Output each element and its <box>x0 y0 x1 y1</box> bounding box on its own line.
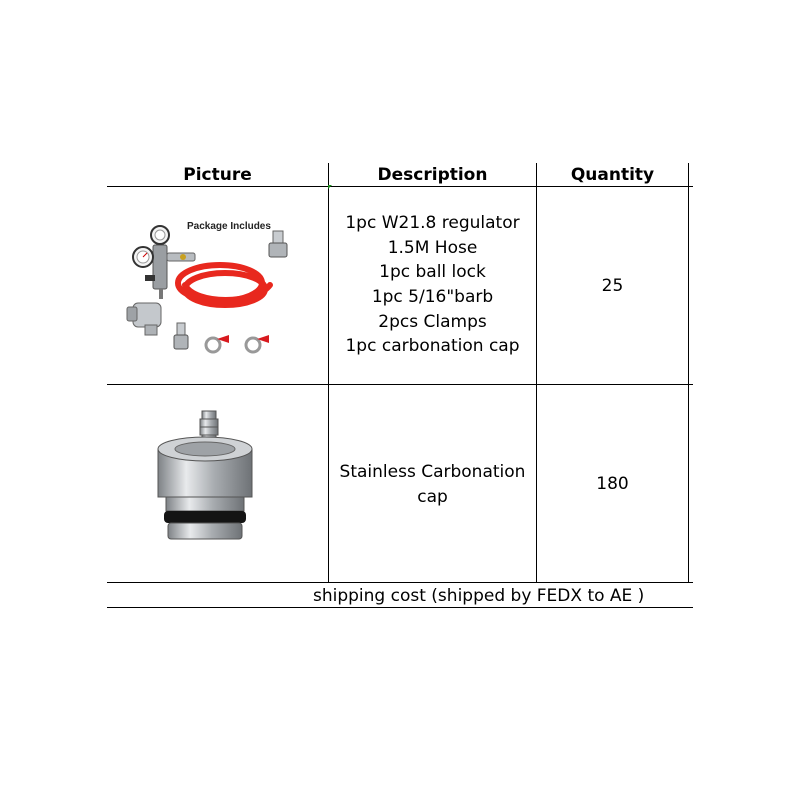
description-line: 1pc ball lock <box>379 262 486 283</box>
description-line: 1pc W21.8 regulator <box>345 213 520 234</box>
hose-icon <box>178 265 270 305</box>
shipping-cost-row <box>107 585 693 607</box>
description-line: 1pc 5/16"barb <box>371 287 494 307</box>
barb-fitting-icon <box>269 231 287 257</box>
row2-description <box>329 459 536 511</box>
description-line: 1pc carbonation cap <box>345 336 520 357</box>
shipping-cost-label: shipping cost (shipped by FEDX to AE ) <box>313 586 645 606</box>
package-kit-image <box>125 205 295 365</box>
row1-quantity: 25 <box>601 275 624 296</box>
grid-line-col-end <box>688 163 689 583</box>
carbonation-cap-image <box>140 405 270 550</box>
grid-line-row1-bottom <box>107 384 693 385</box>
grid-line-row2-bottom <box>107 582 693 583</box>
description-line: Stainless Carbonation <box>339 462 526 483</box>
grid-line-col-qty <box>536 163 537 583</box>
row2-quantity: 180 <box>596 473 629 494</box>
ball-lock-icon <box>127 303 161 335</box>
clamp-icon <box>206 335 229 352</box>
description-line: 2pcs Clamps <box>378 311 487 332</box>
package-includes-caption: Package Includes <box>187 221 271 232</box>
header-quantity: Quantity <box>570 165 655 185</box>
row1-description <box>329 210 536 360</box>
description-line: cap <box>417 487 448 507</box>
clamp-icon <box>246 335 269 352</box>
header-description: Description <box>377 165 488 185</box>
header-picture: Picture <box>183 165 252 185</box>
description-line: 1.5M Hose <box>387 237 478 258</box>
grid-line-footer-bottom <box>107 607 693 608</box>
small-barb-icon <box>174 323 188 349</box>
